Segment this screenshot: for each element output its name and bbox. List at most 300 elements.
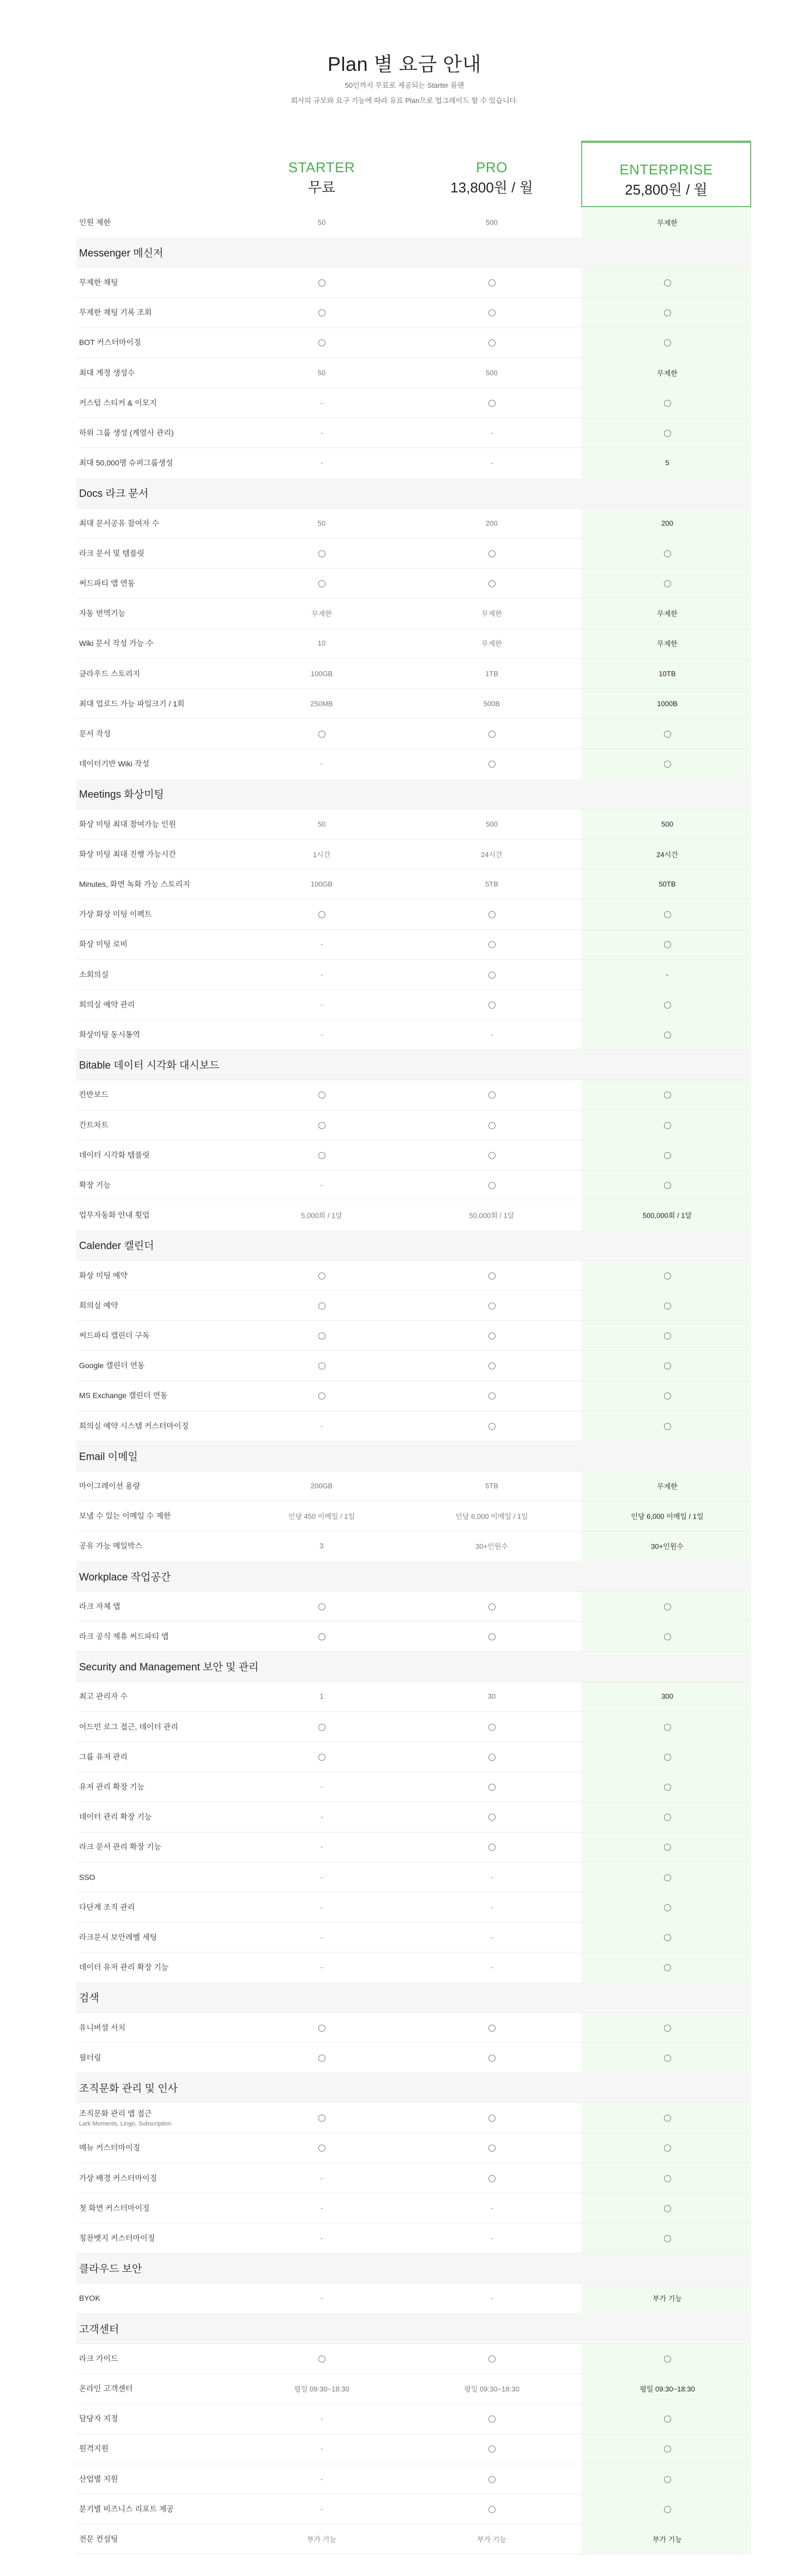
feature-label: [79, 217, 111, 228]
feature-row: [76, 1501, 751, 1532]
circle-icon: [318, 1363, 325, 1370]
circle-icon: [664, 1423, 671, 1430]
feature-label: [79, 1089, 108, 1100]
value-pro: [410, 910, 573, 918]
value-pro: [410, 2415, 573, 2423]
value-pro: [410, 2114, 573, 2122]
page-title: Plan 별 요금 안내: [328, 53, 481, 75]
circle-icon: [488, 2416, 496, 2423]
feature-label-text: 어드민 로그 접근, 데이터 관리: [79, 1722, 178, 1731]
section-header: [76, 478, 751, 509]
value-starter: 1시간: [312, 850, 331, 859]
value-enterprise: [585, 1091, 749, 1099]
value-pro: [410, 1271, 573, 1279]
circle-icon: [318, 1393, 325, 1400]
value-pro: 1TB: [485, 669, 498, 678]
feature-row: [76, 598, 751, 629]
value-enterprise: 무제한: [657, 219, 678, 227]
feature-label-text: 하위 그룹 생성 (계열사 관리): [79, 428, 174, 437]
feature-row: [76, 1531, 751, 1562]
feature-row: [76, 2163, 751, 2193]
value-pro: -: [490, 2234, 493, 2242]
circle-icon: [664, 1603, 671, 1610]
feature-label: [79, 1120, 108, 1130]
circle-icon: [488, 1393, 496, 1400]
feature-row: [76, 1892, 751, 1922]
circle-icon: [664, 1272, 671, 1279]
circle-icon: [318, 1122, 325, 1129]
feature-label-text: 확장 기능: [79, 1180, 111, 1189]
section-title: 고객센터: [79, 2324, 119, 2335]
value-enterprise: [585, 910, 749, 918]
circle-icon: [488, 2355, 496, 2362]
circle-icon: [488, 1724, 496, 1731]
feature-label: [79, 2294, 100, 2302]
value-starter: -: [320, 1963, 323, 1972]
feature-row: [76, 1591, 751, 1622]
section-header: [76, 779, 751, 809]
circle-icon: [664, 400, 671, 407]
value-starter: -: [320, 458, 323, 467]
feature-label: [79, 2173, 157, 2184]
value-enterprise: [585, 1963, 749, 1972]
circle-icon: [664, 1814, 671, 1821]
feature-label-text: 최대 50,000명 슈퍼그룹생성: [79, 458, 173, 468]
plan-name: STARTER: [288, 159, 355, 176]
circle-icon: [488, 1363, 496, 1370]
value-enterprise: 무제한: [657, 369, 678, 377]
circle-icon: [488, 400, 496, 407]
feature-label-text: 온라인 고객센터: [79, 2384, 133, 2393]
circle-icon: [318, 1753, 325, 1761]
feature-label: [79, 427, 174, 438]
feature-label-text: BOT 커스터마이징: [79, 338, 141, 347]
feature-label: [79, 337, 141, 348]
feature-row: [76, 718, 751, 749]
value-enterprise: [585, 1030, 749, 1038]
circle-icon: [664, 1844, 671, 1851]
value-pro: [410, 2144, 573, 2152]
feature-label: [79, 277, 118, 288]
circle-icon: [488, 730, 496, 737]
section-title: Messenger 메신저: [79, 247, 164, 259]
feature-label-text: 무제한 채팅: [79, 277, 118, 287]
value-pro: [410, 1843, 573, 1851]
circle-icon: [664, 2355, 671, 2362]
feature-row: [76, 1019, 751, 1050]
value-enterprise: [585, 2505, 749, 2513]
value-starter: [240, 1121, 403, 1129]
feature-row: [76, 2012, 751, 2043]
value-enterprise: [585, 2234, 749, 2242]
feature-label-text: 라크문서 보안레벨 세팅: [79, 1932, 158, 1942]
value-pro: [410, 1722, 573, 1731]
circle-icon: [664, 1182, 671, 1189]
value-enterprise: 부가 기능: [653, 2535, 682, 2544]
value-pro: -: [490, 428, 493, 437]
circle-icon: [318, 2115, 325, 2122]
feature-label: [79, 1029, 140, 1040]
feature-row: [76, 2223, 751, 2253]
value-starter: 부가 기능: [307, 2535, 336, 2544]
feature-label-text: 필터링: [79, 2053, 101, 2062]
value-enterprise: [585, 1843, 749, 1851]
value-pro: [410, 1091, 573, 1099]
circle-icon: [488, 761, 496, 768]
feature-label-text: 라크 자체 앱: [79, 1601, 120, 1611]
feature-label-text: 화상 미팅 예약: [79, 1271, 128, 1280]
value-starter: [240, 1602, 403, 1610]
value-enterprise: 무제한: [657, 1482, 678, 1491]
value-starter: 인당 450 이메일 / 1일: [288, 1512, 355, 1521]
value-starter: [240, 579, 403, 587]
feature-row: [76, 1381, 751, 1411]
value-enterprise: 10TB: [659, 669, 676, 678]
value-starter: [240, 910, 403, 918]
feature-label: [79, 2052, 101, 2063]
value-pro: [410, 2053, 573, 2061]
circle-icon: [318, 1152, 325, 1159]
circle-icon: [664, 1332, 671, 1339]
feature-row: [76, 1682, 751, 1712]
feature-label: [79, 728, 111, 739]
feature-row: [76, 568, 751, 598]
value-enterprise: [585, 1271, 749, 1279]
value-pro: -: [490, 1873, 493, 1881]
value-starter: [240, 1752, 403, 1761]
circle-icon: [664, 2446, 671, 2453]
value-enterprise: [585, 1632, 749, 1640]
feature-label-text: 유니버셜 서치: [79, 2023, 126, 2032]
feature-label: [79, 548, 144, 559]
value-pro: [410, 1151, 573, 1159]
section-header: [76, 1441, 751, 1471]
value-pro: [410, 2023, 573, 2031]
value-starter: 50: [317, 218, 326, 226]
feature-label-text: 데이터 유저 관리 확장 기능: [79, 1963, 169, 1972]
value-starter: -: [320, 1903, 323, 1912]
circle-icon: [318, 1332, 325, 1339]
feature-label: [79, 1180, 111, 1190]
circle-icon: [664, 2115, 671, 2122]
value-enterprise: [585, 1121, 749, 1129]
value-starter: -: [320, 1782, 323, 1791]
feature-row: [76, 1140, 751, 1170]
feature-row: [76, 959, 751, 990]
value-enterprise: [585, 1903, 749, 1911]
section-title: Bitable 데이터 시각화 대시보드: [79, 1060, 220, 1072]
value-pro: 부가 기능: [477, 2535, 506, 2544]
value-starter: 10: [317, 639, 326, 648]
circle-icon: [488, 550, 496, 557]
section-title: Workplace 작업공간: [79, 1571, 171, 1583]
feature-row: [76, 2103, 751, 2133]
feature-label: [79, 758, 149, 769]
feature-label-text: 최대 업로드 가능 파일크기 / 1회: [79, 699, 185, 708]
feature-label: [79, 2353, 118, 2364]
feature-label-text: 커스텀 스티커 & 이모지: [79, 398, 157, 407]
value-enterprise: [585, 1000, 749, 1008]
feature-label: [79, 1841, 161, 1852]
circle-icon: [488, 1423, 496, 1430]
feature-label: [79, 2108, 171, 2127]
feature-label: [79, 367, 135, 378]
circle-icon: [664, 279, 671, 286]
page-subtitle: 50인까지 무료로 제공되는 Starter 플랜: [345, 81, 464, 89]
feature-label-text: BYOK: [79, 2294, 100, 2303]
circle-icon: [318, 1092, 325, 1099]
value-starter: [240, 2354, 403, 2362]
value-enterprise: 무제한: [657, 639, 678, 648]
value-starter: -: [320, 398, 323, 407]
circle-icon: [488, 279, 496, 286]
value-enterprise: [585, 1873, 749, 1881]
circle-icon: [664, 1753, 671, 1761]
value-enterprise: 500: [661, 820, 673, 828]
feature-label-text: 데이터기반 Wiki 작성: [79, 759, 149, 769]
value-enterprise: [585, 2204, 749, 2212]
feature-row: [76, 2464, 751, 2494]
feature-label-text: 자동 번역기능: [79, 609, 126, 618]
feature-row: [76, 2283, 751, 2314]
value-starter: 5,000회 / 1달: [301, 1211, 342, 1220]
feature-row: [76, 809, 751, 839]
feature-label-text: 라크 문서 관리 확장 기능: [79, 1842, 161, 1852]
plan-enterprise: [581, 141, 751, 207]
feature-label: [79, 939, 128, 950]
value-starter: -: [320, 1030, 323, 1039]
circle-icon: [664, 2205, 671, 2212]
value-starter: -: [320, 2475, 323, 2483]
plan-price: 13,800원 / 월: [450, 179, 533, 196]
feature-label-text: 화상미팅 동시통역: [79, 1030, 141, 1039]
value-starter: [240, 2023, 403, 2031]
feature-label-text: 조직문화 관리 앱 접근: [79, 2109, 152, 2118]
feature-label: [79, 1811, 152, 1822]
plan-price: 25,800원 / 월: [625, 182, 708, 198]
feature-row: [76, 1080, 751, 1110]
circle-icon: [488, 2476, 496, 2483]
circle-icon: [318, 2355, 325, 2362]
feature-label: [79, 1330, 150, 1341]
circle-icon: [318, 1724, 325, 1731]
value-enterprise: 500,000회 / 1달: [642, 1211, 692, 1220]
circle-icon: [488, 1603, 496, 1610]
value-starter: [240, 338, 403, 347]
plan-price: 무료: [307, 179, 336, 196]
value-starter: [240, 309, 403, 317]
feature-row: [76, 1922, 751, 1952]
feature-label: [79, 1721, 178, 1732]
value-starter: [240, 1301, 403, 1309]
circle-icon: [664, 1001, 671, 1008]
value-enterprise: 1000B: [657, 699, 678, 708]
value-pro: 50,000회 / 1달: [469, 1211, 515, 1220]
circle-icon: [488, 1814, 496, 1821]
feature-row: [76, 267, 751, 298]
value-starter: -: [320, 2204, 323, 2212]
feature-label-text: Google 캘린더 연동: [79, 1361, 145, 1370]
value-enterprise: [585, 1422, 749, 1430]
feature-label-text: 그룹 유저 관리: [79, 1752, 128, 1761]
feature-label: [79, 1210, 150, 1220]
feature-label: [79, 2233, 155, 2244]
feature-row: [76, 418, 751, 448]
section-title: Calender 캘린더: [79, 1240, 154, 1252]
value-enterprise: 24시간: [656, 850, 678, 859]
plan-name: PRO: [476, 159, 508, 176]
feature-row: [76, 1411, 751, 1441]
value-enterprise: [585, 2144, 749, 2152]
value-enterprise: [585, 1602, 749, 1610]
value-pro: 500: [486, 368, 498, 377]
value-pro: -: [490, 1903, 493, 1912]
feature-label-text: 회의실 예약 관리: [79, 1000, 135, 1009]
circle-icon: [664, 2024, 671, 2031]
feature-row: [76, 1320, 751, 1351]
value-starter: [240, 1091, 403, 1099]
feature-row: [76, 508, 751, 539]
feature-label: [79, 2383, 133, 2394]
value-starter: -: [320, 970, 323, 978]
value-enterprise: [585, 428, 749, 437]
feature-row: [76, 388, 751, 418]
circle-icon: [664, 2054, 671, 2061]
plan-header-row: [0, 141, 809, 207]
feature-label: [79, 397, 157, 408]
feature-label-text: 공유 가능 메일박스: [79, 1541, 142, 1551]
value-starter: [240, 729, 403, 737]
feature-label: [79, 909, 152, 920]
feature-row: [76, 538, 751, 569]
value-starter: 250MB: [310, 699, 333, 708]
value-pro: 30: [487, 1692, 496, 1701]
value-starter: [240, 1331, 403, 1339]
feature-label: [79, 2443, 108, 2454]
value-starter: 200GB: [310, 1481, 333, 1490]
value-enterprise: [585, 549, 749, 557]
feature-label: [79, 1781, 144, 1792]
feature-row: [76, 1771, 751, 1802]
feature-label-text: 칸반보드: [79, 1090, 109, 1099]
feature-label: [79, 1510, 171, 1521]
value-pro: [410, 309, 573, 317]
circle-icon: [664, 1783, 671, 1791]
feature-row: [76, 749, 751, 779]
value-pro: [410, 2354, 573, 2362]
feature-row: [76, 1290, 751, 1321]
value-enterprise: [585, 1933, 749, 1941]
section-header: [76, 2313, 751, 2344]
value-pro: 5TB: [485, 1481, 498, 1490]
circle-icon: [664, 1874, 671, 1881]
feature-note: Lark Moments, Lingo, Subscription: [79, 2120, 172, 2127]
feature-label-text: 써드파티 앱 연동: [79, 578, 135, 588]
section-header: [76, 1230, 751, 1261]
circle-icon: [488, 1152, 496, 1159]
value-enterprise: [585, 278, 749, 286]
feature-row: [76, 658, 751, 689]
feature-label-text: SSO: [79, 1872, 95, 1882]
circle-icon: [318, 1633, 325, 1640]
circle-icon: [488, 1783, 496, 1791]
circle-icon: [488, 2024, 496, 2031]
feature-label-text: 산업별 지원: [79, 2474, 118, 2483]
value-pro: 500B: [483, 699, 500, 708]
value-starter: -: [320, 1842, 323, 1851]
feature-label: [79, 1873, 95, 1882]
feature-label-text: 문서 작성: [79, 729, 111, 738]
value-starter: -: [320, 2294, 323, 2302]
value-pro: 평일 09:30~18:30: [464, 2385, 520, 2393]
section-header: [76, 1652, 751, 1682]
feature-label-text: 데이터 관리 확장 기능: [79, 1812, 152, 1822]
circle-icon: [318, 340, 325, 347]
feature-row: [76, 1832, 751, 1863]
feature-label: [79, 1932, 157, 1943]
feature-label: [79, 879, 190, 890]
value-starter: 3: [319, 1541, 324, 1550]
feature-row: [76, 989, 751, 1020]
feature-row: [76, 628, 751, 659]
value-enterprise: [585, 940, 749, 948]
feature-label-text: 회의실 예약 시스템 커스터마이징: [79, 1421, 189, 1430]
circle-icon: [664, 2235, 671, 2242]
feature-label: [79, 1150, 150, 1160]
value-starter: -: [320, 1812, 323, 1821]
feature-row: [76, 2524, 751, 2554]
feature-label-text: 첫 화면 커스터마이징: [79, 2203, 150, 2212]
feature-row: [76, 298, 751, 328]
feature-row: [76, 1200, 751, 1231]
value-pro: 500: [486, 218, 498, 226]
feature-label: [79, 999, 135, 1010]
value-pro: [410, 1782, 573, 1791]
circle-icon: [664, 2175, 671, 2182]
circle-icon: [318, 1302, 325, 1309]
circle-icon: [318, 730, 325, 737]
value-enterprise: [585, 338, 749, 347]
section-header: [76, 1561, 751, 1592]
value-enterprise: [585, 579, 749, 587]
value-pro: 24시간: [481, 850, 503, 859]
plan-starter: [240, 141, 403, 207]
feature-label-text: 써드파티 캘린더 구독: [79, 1331, 150, 1340]
value-starter: 50: [317, 820, 326, 828]
value-starter: [240, 1151, 403, 1159]
feature-row: [76, 328, 751, 358]
plan-name: ENTERPRISE: [619, 161, 713, 178]
feature-label-text: 소회의실: [79, 970, 109, 979]
value-pro: 무제한: [481, 639, 502, 648]
page-description: 회사의 규모와 요구 기능에 따라 유료 Plan으로 업그레이드 할 수 있습니다.: [291, 96, 518, 105]
circle-icon: [318, 2024, 325, 2031]
feature-label: [79, 518, 159, 529]
circle-icon: [664, 1724, 671, 1731]
feature-row: [76, 1471, 751, 1501]
circle-icon: [488, 1092, 496, 1099]
value-starter: -: [320, 759, 323, 768]
value-starter: -: [320, 2444, 323, 2453]
feature-label-text: 최대 문서공유 참여자 수: [79, 518, 159, 528]
value-starter: -: [320, 1422, 323, 1430]
circle-icon: [488, 1753, 496, 1761]
circle-icon: [664, 730, 671, 737]
feature-row: [76, 1351, 751, 1381]
value-starter: 평일 09:30~18:30: [294, 2385, 349, 2393]
circle-icon: [664, 2506, 671, 2513]
feature-label-text: 라크 가이드: [79, 2354, 118, 2363]
